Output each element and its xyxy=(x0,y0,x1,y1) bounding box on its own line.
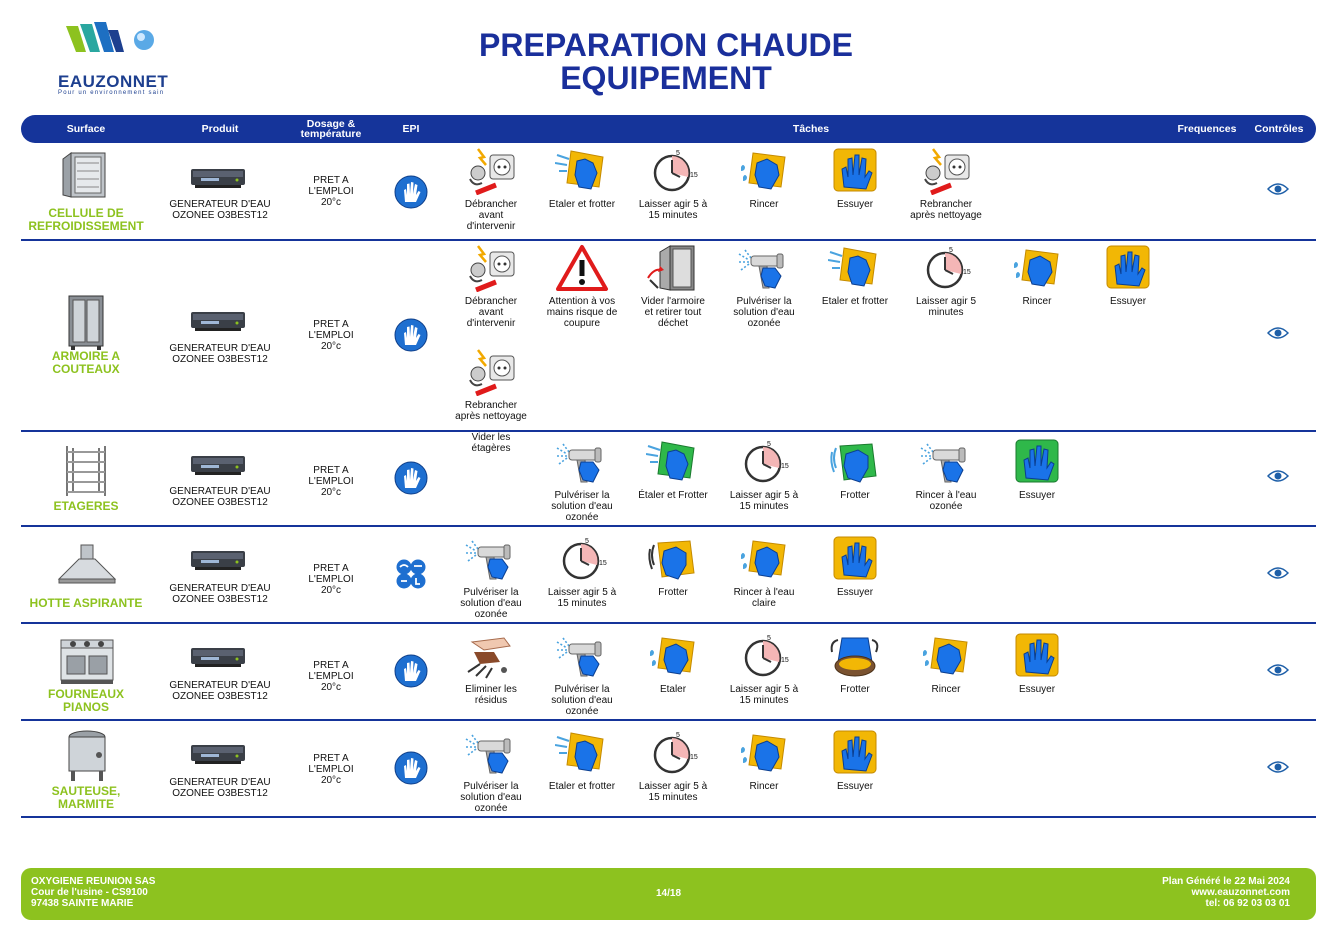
task-l3: ozonée xyxy=(474,609,508,620)
task-l2: solution d'eau xyxy=(551,695,613,706)
task-l1: Débrancher xyxy=(464,296,518,307)
dosage xyxy=(289,660,373,693)
surface-label-l1: ARMOIRE A xyxy=(51,349,121,363)
knife-cabinet-icon xyxy=(65,294,107,350)
warning-icon xyxy=(555,244,609,292)
task-unplug xyxy=(448,147,534,232)
task-rinse xyxy=(721,729,807,792)
header-dosage xyxy=(289,115,373,143)
header-controles: Contrôles xyxy=(1254,123,1304,135)
task-l2: avant xyxy=(478,307,504,318)
rinse-cloth-icon xyxy=(1010,244,1064,292)
task-l2: mains risque de xyxy=(546,307,618,318)
task-dry xyxy=(812,535,898,598)
dosage-l3: 20°c xyxy=(320,682,342,693)
task-l1: Essuyer xyxy=(836,199,874,210)
surface-label xyxy=(21,350,151,376)
task-spray xyxy=(448,729,534,814)
ozone-generator-image xyxy=(191,743,245,765)
wipe-cloth-icon xyxy=(555,147,609,195)
rinse-cloth-icon xyxy=(737,535,791,583)
task-l1: Pulvériser la xyxy=(554,490,610,501)
task-scrub xyxy=(630,535,716,598)
scrub-cloth-icon xyxy=(646,535,700,583)
task-wait xyxy=(903,244,989,318)
task-l3: ozonée xyxy=(474,803,508,814)
task-l1: Débrancher xyxy=(464,199,518,210)
remove-residue-icon xyxy=(464,632,518,680)
task-l3: d'intervenir xyxy=(466,318,516,329)
timer-icon xyxy=(646,729,700,777)
dosage-l1: PRET A xyxy=(313,319,349,330)
footer-contact xyxy=(1162,876,1290,909)
header-epi: EPI xyxy=(402,123,420,135)
task-empty-shelves xyxy=(448,432,534,454)
task-l1: Rincer xyxy=(749,781,779,792)
company-name: OXYGIENE REUNION SAS xyxy=(31,876,156,887)
scrub-sponge-icon xyxy=(828,632,882,680)
timer-icon xyxy=(737,438,791,486)
table-row-sauteuse xyxy=(21,721,1316,818)
product-label-l1: GENERATEUR D'EAU xyxy=(169,777,271,788)
task-l3: ozonée xyxy=(565,512,599,523)
task-rinse xyxy=(903,632,989,695)
product-label-l2: OZONEE O3BEST12 xyxy=(172,354,268,365)
task-l1: Rincer à l'eau xyxy=(915,490,977,501)
brand-tagline: Pour un environnement sain xyxy=(58,90,165,96)
timer-icon xyxy=(555,535,609,583)
gloves-required-icon xyxy=(394,318,428,352)
spray-icon xyxy=(555,438,609,486)
table-row-hotte xyxy=(21,527,1316,624)
task-l1: Vider les xyxy=(471,432,511,443)
dosage-l3: 20°c xyxy=(320,487,342,498)
surface-label-l2: REFROIDISSEMENT xyxy=(28,219,144,233)
task-l1: Eliminer les xyxy=(465,684,517,695)
product-label-l2: OZONEE O3BEST12 xyxy=(172,691,268,702)
task-l3: coupure xyxy=(563,318,601,329)
spray-icon xyxy=(464,535,518,583)
surface-label xyxy=(21,500,151,513)
ozone-generator-image xyxy=(191,549,245,571)
task-wipe xyxy=(812,244,898,307)
surface-label-l1: SAUTEUSE, xyxy=(51,784,121,798)
task-unplug xyxy=(448,244,534,329)
dosage-l3: 20°c xyxy=(320,775,342,786)
address-line-2: 97438 SAINTE MARIE xyxy=(31,898,134,909)
task-l2: 15 minutes xyxy=(739,695,789,706)
task-dry xyxy=(1085,244,1171,307)
product-label-l2: OZONEE O3BEST12 xyxy=(172,788,268,799)
task-spray xyxy=(539,438,625,523)
dosage xyxy=(289,319,373,352)
task-l1: Laisser agir 5 à xyxy=(729,684,799,695)
product-label-l1: GENERATEUR D'EAU xyxy=(169,680,271,691)
task-l1: Essuyer xyxy=(836,781,874,792)
product-label-l1: GENERATEUR D'EAU xyxy=(169,486,271,497)
empty-cabinet-icon xyxy=(646,244,700,292)
dry-cloth-icon xyxy=(1101,244,1155,292)
task-l3: d'intervenir xyxy=(466,221,516,232)
dosage-l1: PRET A xyxy=(313,753,349,764)
dosage xyxy=(289,753,373,786)
task-l2: 15 minutes xyxy=(648,792,698,803)
task-l2: avant xyxy=(478,210,504,221)
timer-icon xyxy=(737,632,791,680)
dosage xyxy=(289,465,373,498)
task-wipe xyxy=(630,438,716,501)
task-dry xyxy=(994,632,1080,695)
replug-icon xyxy=(464,348,518,396)
unplug-icon xyxy=(464,244,518,292)
website-link[interactable]: www.eauzonnet.com xyxy=(1191,887,1290,898)
wipe-cloth-icon xyxy=(555,729,609,777)
dosage-l2: L'EMPLOI xyxy=(308,186,354,197)
ozone-generator-image xyxy=(191,646,245,668)
gloves-required-icon xyxy=(394,175,428,209)
timer-icon xyxy=(919,244,973,292)
dosage-l3: 20°c xyxy=(320,341,342,352)
task-l2: 15 minutes xyxy=(648,210,698,221)
task-l1: Frotter xyxy=(840,684,870,695)
task-l1: Rebrancher xyxy=(464,400,518,411)
dosage-l3: 20°c xyxy=(320,197,342,208)
table-row-cellule xyxy=(21,145,1316,241)
task-l1: Laisser agir 5 xyxy=(915,296,977,307)
task-wait xyxy=(630,729,716,803)
dosage-l1: PRET A xyxy=(313,175,349,186)
task-l2: et retirer tout xyxy=(644,307,702,318)
product-label xyxy=(161,583,279,605)
rinse-cloth-icon xyxy=(737,147,791,195)
task-l1: Laisser agir 5 à xyxy=(638,199,708,210)
surface-label xyxy=(21,785,151,811)
dry-cloth-icon xyxy=(828,147,882,195)
gloves-required-icon xyxy=(394,751,428,785)
task-l2: solution d'eau xyxy=(733,307,795,318)
table-header xyxy=(21,115,1316,143)
task-l1: Laisser agir 5 à xyxy=(729,490,799,501)
task-rinse xyxy=(721,147,807,210)
task-l1: Attention à vos xyxy=(548,296,616,307)
task-l2: solution d'eau xyxy=(460,598,522,609)
task-replug xyxy=(903,147,989,221)
protective-equipment-icon xyxy=(394,557,428,591)
stove-icon xyxy=(59,636,115,684)
task-l1: Frotter xyxy=(840,490,870,501)
page-number: 14/18 xyxy=(655,888,682,899)
task-l1: Pulvériser la xyxy=(554,684,610,695)
task-l1: Rincer xyxy=(931,684,961,695)
task-l1: Essuyer xyxy=(1109,296,1147,307)
product-label-l2: OZONEE O3BEST12 xyxy=(172,497,268,508)
rinse-cloth-icon xyxy=(919,632,973,680)
table-row-fourneaux xyxy=(21,624,1316,721)
ozone-generator-image xyxy=(191,454,245,476)
task-l2: solution d'eau xyxy=(551,501,613,512)
task-empty-cabinet xyxy=(630,244,716,329)
dosage-l2: L'EMPLOI xyxy=(308,671,354,682)
wipe-cloth-icon xyxy=(828,244,882,292)
dosage xyxy=(289,175,373,208)
task-scrub xyxy=(812,438,898,501)
view-controls-eye-icon[interactable] xyxy=(1267,760,1289,774)
dry-cloth-icon xyxy=(1010,632,1064,680)
product-label xyxy=(161,777,279,799)
scrub-green-icon xyxy=(828,438,882,486)
task-wait xyxy=(539,535,625,609)
task-l2: 15 minutes xyxy=(557,598,607,609)
task-replug xyxy=(448,348,534,422)
gloves-required-icon xyxy=(394,461,428,495)
task-l3: déchet xyxy=(657,318,689,329)
task-rinse xyxy=(994,244,1080,307)
replug-icon xyxy=(919,147,973,195)
task-scrub xyxy=(812,632,898,695)
product-label-l2: OZONEE O3BEST12 xyxy=(172,594,268,605)
ozone-generator-image xyxy=(191,167,245,189)
task-l2: solution d'eau xyxy=(460,792,522,803)
task-spread xyxy=(630,632,716,695)
product-label xyxy=(161,680,279,702)
product-label-l1: GENERATEUR D'EAU xyxy=(169,343,271,354)
dosage-l3: 20°c xyxy=(320,585,342,596)
surface-label xyxy=(21,207,151,233)
task-l2: résidus xyxy=(474,695,508,706)
header-taches: Tâches xyxy=(792,123,830,135)
product-label xyxy=(161,199,279,221)
surface-label-l1: ETAGERES xyxy=(53,499,119,513)
cooling-cell-icon xyxy=(61,151,111,199)
task-wipe xyxy=(539,147,625,210)
task-dry xyxy=(994,438,1080,501)
task-spray xyxy=(539,632,625,717)
shelving-icon xyxy=(63,444,109,498)
phone-number: tel: 06 92 03 03 01 xyxy=(1205,898,1290,909)
task-spray xyxy=(448,535,534,620)
spray-icon xyxy=(464,729,518,777)
header-surface: Surface xyxy=(66,123,106,135)
task-l1: Etaler et frotter xyxy=(548,199,616,210)
dosage-l2: L'EMPLOI xyxy=(308,330,354,341)
view-controls-eye-icon[interactable] xyxy=(1267,182,1289,196)
surface-label xyxy=(21,688,151,714)
surface-label-l1: CELLULE DE xyxy=(48,206,124,220)
surface-label-l1: FOURNEAUX xyxy=(47,687,124,701)
product-label-l1: GENERATEUR D'EAU xyxy=(169,199,271,210)
dosage-l1: PRET A xyxy=(313,660,349,671)
timer-icon xyxy=(646,147,700,195)
view-controls-eye-icon[interactable] xyxy=(1267,566,1289,580)
task-rinse-spray xyxy=(903,438,989,512)
task-l1: Vider l'armoire xyxy=(641,296,705,307)
tilting-pan-icon xyxy=(63,727,111,783)
header-frequences: Frequences xyxy=(1177,123,1237,135)
rinse-cloth-icon xyxy=(646,632,700,680)
product-label xyxy=(161,486,279,508)
dry-cloth-icon xyxy=(828,535,882,583)
task-wipe xyxy=(539,729,625,792)
table-row-etageres xyxy=(21,432,1316,527)
generated-date: Plan Généré le 22 Mai 2024 xyxy=(1162,876,1290,887)
task-l2: ozonée xyxy=(929,501,963,512)
task-dry xyxy=(812,729,898,792)
dosage-l1: PRET A xyxy=(313,465,349,476)
task-l2: minutes xyxy=(928,307,964,318)
spray-icon xyxy=(919,438,973,486)
page-title: PREPARATION CHAUDE xyxy=(479,27,853,63)
task-wait xyxy=(721,438,807,512)
task-l2: après nettoyage xyxy=(455,411,527,422)
task-wait xyxy=(630,147,716,221)
surface-label-l2: PIANOS xyxy=(62,700,109,714)
dosage-l2: L'EMPLOI xyxy=(308,476,354,487)
gloves-required-icon xyxy=(394,654,428,688)
task-l1: Rebrancher xyxy=(919,199,973,210)
task-l1: Pulvériser la xyxy=(463,781,519,792)
task-l1: Etaler et frotter xyxy=(548,781,616,792)
unplug-icon xyxy=(464,147,518,195)
task-spray xyxy=(721,244,807,329)
task-l2: claire xyxy=(752,598,776,609)
address-line-1: Cour de l'usine - CS9100 xyxy=(31,887,148,898)
task-l1: Essuyer xyxy=(836,587,874,598)
dry-cloth-icon xyxy=(828,729,882,777)
dosage-l1: PRET A xyxy=(313,563,349,574)
dosage xyxy=(289,563,373,596)
task-l1: Etaler et frotter xyxy=(821,296,889,307)
surface-label-l2: COUTEAUX xyxy=(52,362,120,376)
view-controls-eye-icon[interactable] xyxy=(1267,663,1289,677)
product-label-l1: GENERATEUR D'EAU xyxy=(169,583,271,594)
task-l2: étagères xyxy=(471,443,511,454)
spray-icon xyxy=(555,632,609,680)
header-dosage-l1: Dosage & xyxy=(306,118,356,130)
task-l1: Rincer xyxy=(749,199,779,210)
dry-cloth-green-icon xyxy=(1010,438,1064,486)
task-l3: ozonée xyxy=(565,706,599,717)
task-wait xyxy=(721,632,807,706)
surface-label xyxy=(21,597,151,610)
ozone-generator-image xyxy=(191,310,245,332)
task-l1: Essuyer xyxy=(1018,490,1056,501)
task-l1: Pulvériser la xyxy=(463,587,519,598)
surface-label-l1: HOTTE ASPIRANTE xyxy=(29,596,143,610)
wipe-cloth-green-icon xyxy=(646,438,700,486)
spray-icon xyxy=(737,244,791,292)
header-dosage-l2: température xyxy=(300,128,362,140)
task-l1: Rincer xyxy=(1022,296,1052,307)
page-subtitle: EQUIPEMENT xyxy=(560,60,772,96)
task-l1: Pulvériser la xyxy=(736,296,792,307)
task-rinse xyxy=(721,535,807,609)
surface-label-l2: MARMITE xyxy=(58,797,114,811)
rinse-cloth-icon xyxy=(737,729,791,777)
footer xyxy=(21,868,1316,920)
task-l2: 15 minutes xyxy=(739,501,789,512)
view-controls-eye-icon[interactable] xyxy=(1267,469,1289,483)
task-l1: Laisser agir 5 à xyxy=(638,781,708,792)
extractor-hood-icon xyxy=(57,543,117,587)
dosage-l2: L'EMPLOI xyxy=(308,764,354,775)
task-l2: après nettoyage xyxy=(910,210,982,221)
brand-name: EAUZONNET xyxy=(58,72,169,91)
task-warning xyxy=(539,244,625,329)
dosage-l2: L'EMPLOI xyxy=(308,574,354,585)
task-l3: ozonée xyxy=(747,318,781,329)
header-produit: Produit xyxy=(201,123,239,135)
task-l1: Essuyer xyxy=(1018,684,1056,695)
table-row-armoire xyxy=(21,242,1316,432)
task-l1: Laisser agir 5 à xyxy=(547,587,617,598)
task-l1: Etaler xyxy=(659,684,687,695)
task-l1: Rincer à l'eau xyxy=(733,587,795,598)
task-remove-residue xyxy=(448,632,534,706)
task-l1: Étaler et Frotter xyxy=(638,490,708,501)
product-label xyxy=(161,343,279,365)
product-label-l2: OZONEE O3BEST12 xyxy=(172,210,268,221)
view-controls-eye-icon[interactable] xyxy=(1267,326,1289,340)
task-l1: Frotter xyxy=(658,587,688,598)
task-dry xyxy=(812,147,898,210)
